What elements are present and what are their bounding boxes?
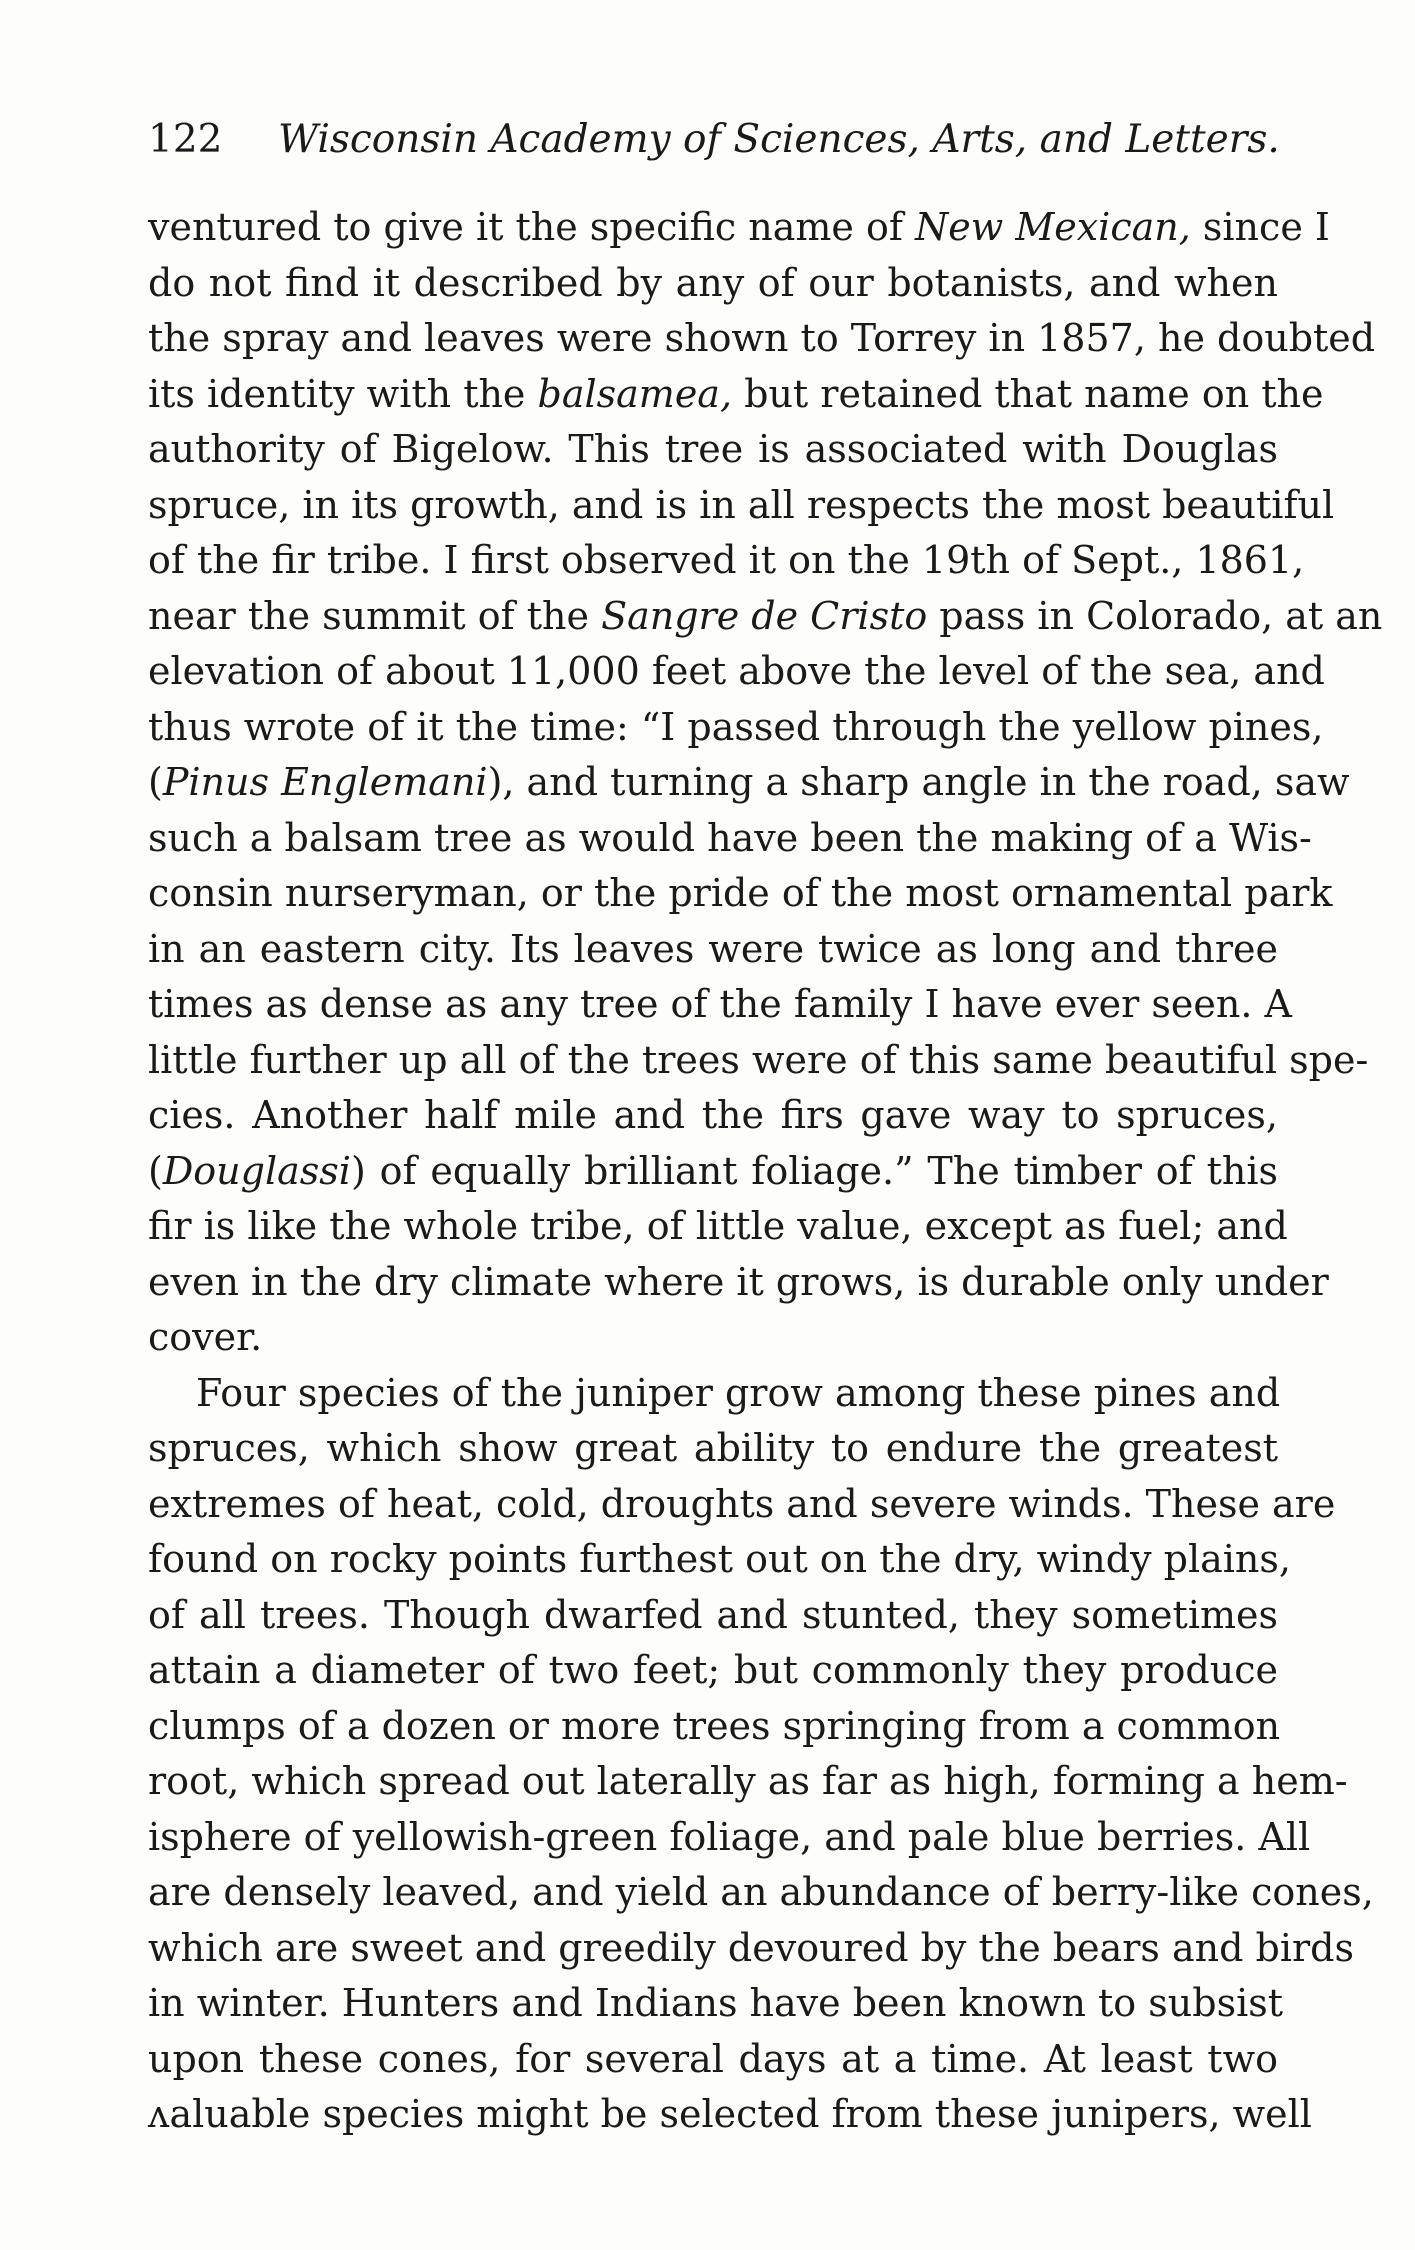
text-line: clumps of a dozen or more trees springing from a common bbox=[148, 1703, 1281, 1748]
italic-text: Pinus Englemani bbox=[162, 760, 488, 804]
text-line: fir is like the whole tribe, of little value, except as fuel; and bbox=[148, 1204, 1288, 1248]
italic-text: Douglassi bbox=[162, 1148, 351, 1193]
text-line: its identity with the balsamea, but retained that name on the bbox=[148, 371, 1324, 416]
text-line: authority of Bigelow. This tree is associated with Douglas bbox=[148, 427, 1278, 471]
text-line: near the summit of the Sangre de Cristo pass in Colorado, at an bbox=[148, 593, 1383, 638]
text-line: Four species of the juniper grow among these pines and bbox=[196, 1370, 1281, 1415]
text-line: (Pinus Englemani), and turning a sharp angle in the road, saw bbox=[148, 760, 1350, 804]
text-line: ʌaluable species might be selected from these junipers, well bbox=[148, 2092, 1312, 2136]
text-line: do not find it described by any of our botanists, and when bbox=[148, 260, 1278, 305]
text-line: thus wrote of it the time: “I passed through the yellow pines, bbox=[148, 704, 1324, 749]
text-line: (Douglassi) of equally brilliant foliage.” The timber of this bbox=[148, 1148, 1278, 1193]
text-line: of all trees. Though dwarfed and stunted, they sometimes bbox=[148, 1592, 1278, 1637]
paragraph-2 bbox=[148, 1366, 1374, 2143]
text-line: consin nurseryman, or the pride of the most ornamental park bbox=[148, 871, 1333, 915]
text-line: spruce, in its growth, and is in all respects the most beautiful bbox=[148, 482, 1335, 527]
italic-text: balsamea, bbox=[537, 371, 733, 416]
text-line: are densely leaved, and yield an abundance of berry-like cones, bbox=[148, 1870, 1374, 1914]
body-text bbox=[148, 200, 1383, 2143]
page-number: 122 bbox=[148, 117, 223, 162]
text-line: upon these cones, for several days at a time. At least two bbox=[148, 2036, 1278, 2081]
text-line: the spray and leaves were shown to Torrey in 1857, he doubted bbox=[148, 316, 1376, 360]
text-line: extremes of heat, cold, droughts and severe winds. These are bbox=[148, 1481, 1336, 1526]
text-line: of the fir tribe. I first observed it on the 19th of Sept., 1861, bbox=[148, 538, 1305, 582]
running-header bbox=[148, 110, 1278, 170]
text-line: root, which spread out laterally as far as high, forming a hem- bbox=[148, 1759, 1348, 1803]
italic-text: New Mexican, bbox=[915, 205, 1191, 249]
text-line: in winter. Hunters and Indians have been known to subsist bbox=[148, 1981, 1283, 2025]
text-line: even in the dry climate where it grows, is durable only under bbox=[148, 1259, 1329, 1304]
paragraph-1 bbox=[148, 200, 1383, 1366]
running-title: Wisconsin Academy of Sciences, Arts, and Letters. bbox=[278, 117, 1280, 162]
text-line: times as dense as any tree of the family I have ever seen. A bbox=[148, 982, 1292, 1026]
text-line: attain a diameter of two feet; but commonly they produce bbox=[148, 1648, 1278, 1692]
text-line: little further up all of the trees were of this same beautiful spe- bbox=[148, 1037, 1369, 1082]
italic-text: Sangre de Cristo bbox=[601, 593, 928, 638]
text-line: in an eastern city. Its leaves were twice as long and three bbox=[148, 926, 1278, 971]
text-line: found on rocky points furthest out on the dry, windy plains, bbox=[148, 1537, 1291, 1581]
text-line: such a balsam tree as would have been the making of a Wis- bbox=[148, 815, 1312, 860]
text-line: spruces, which show great ability to endure the greatest bbox=[148, 1426, 1278, 1470]
text-line: cies. Another half mile and the firs gave way to spruces, bbox=[148, 1093, 1278, 1137]
text-line: elevation of about 11,000 feet above the level of the sea, and bbox=[148, 649, 1325, 693]
text-line: isphere of yellowish-green foliage, and pale blue berries. All bbox=[148, 1814, 1311, 1859]
text-line: cover. bbox=[148, 1315, 263, 1359]
text-line: ventured to give it the specific name of New Mexican, since I bbox=[148, 205, 1330, 249]
text-line: which are sweet and greedily devoured by the bears and birds bbox=[148, 1925, 1354, 1970]
